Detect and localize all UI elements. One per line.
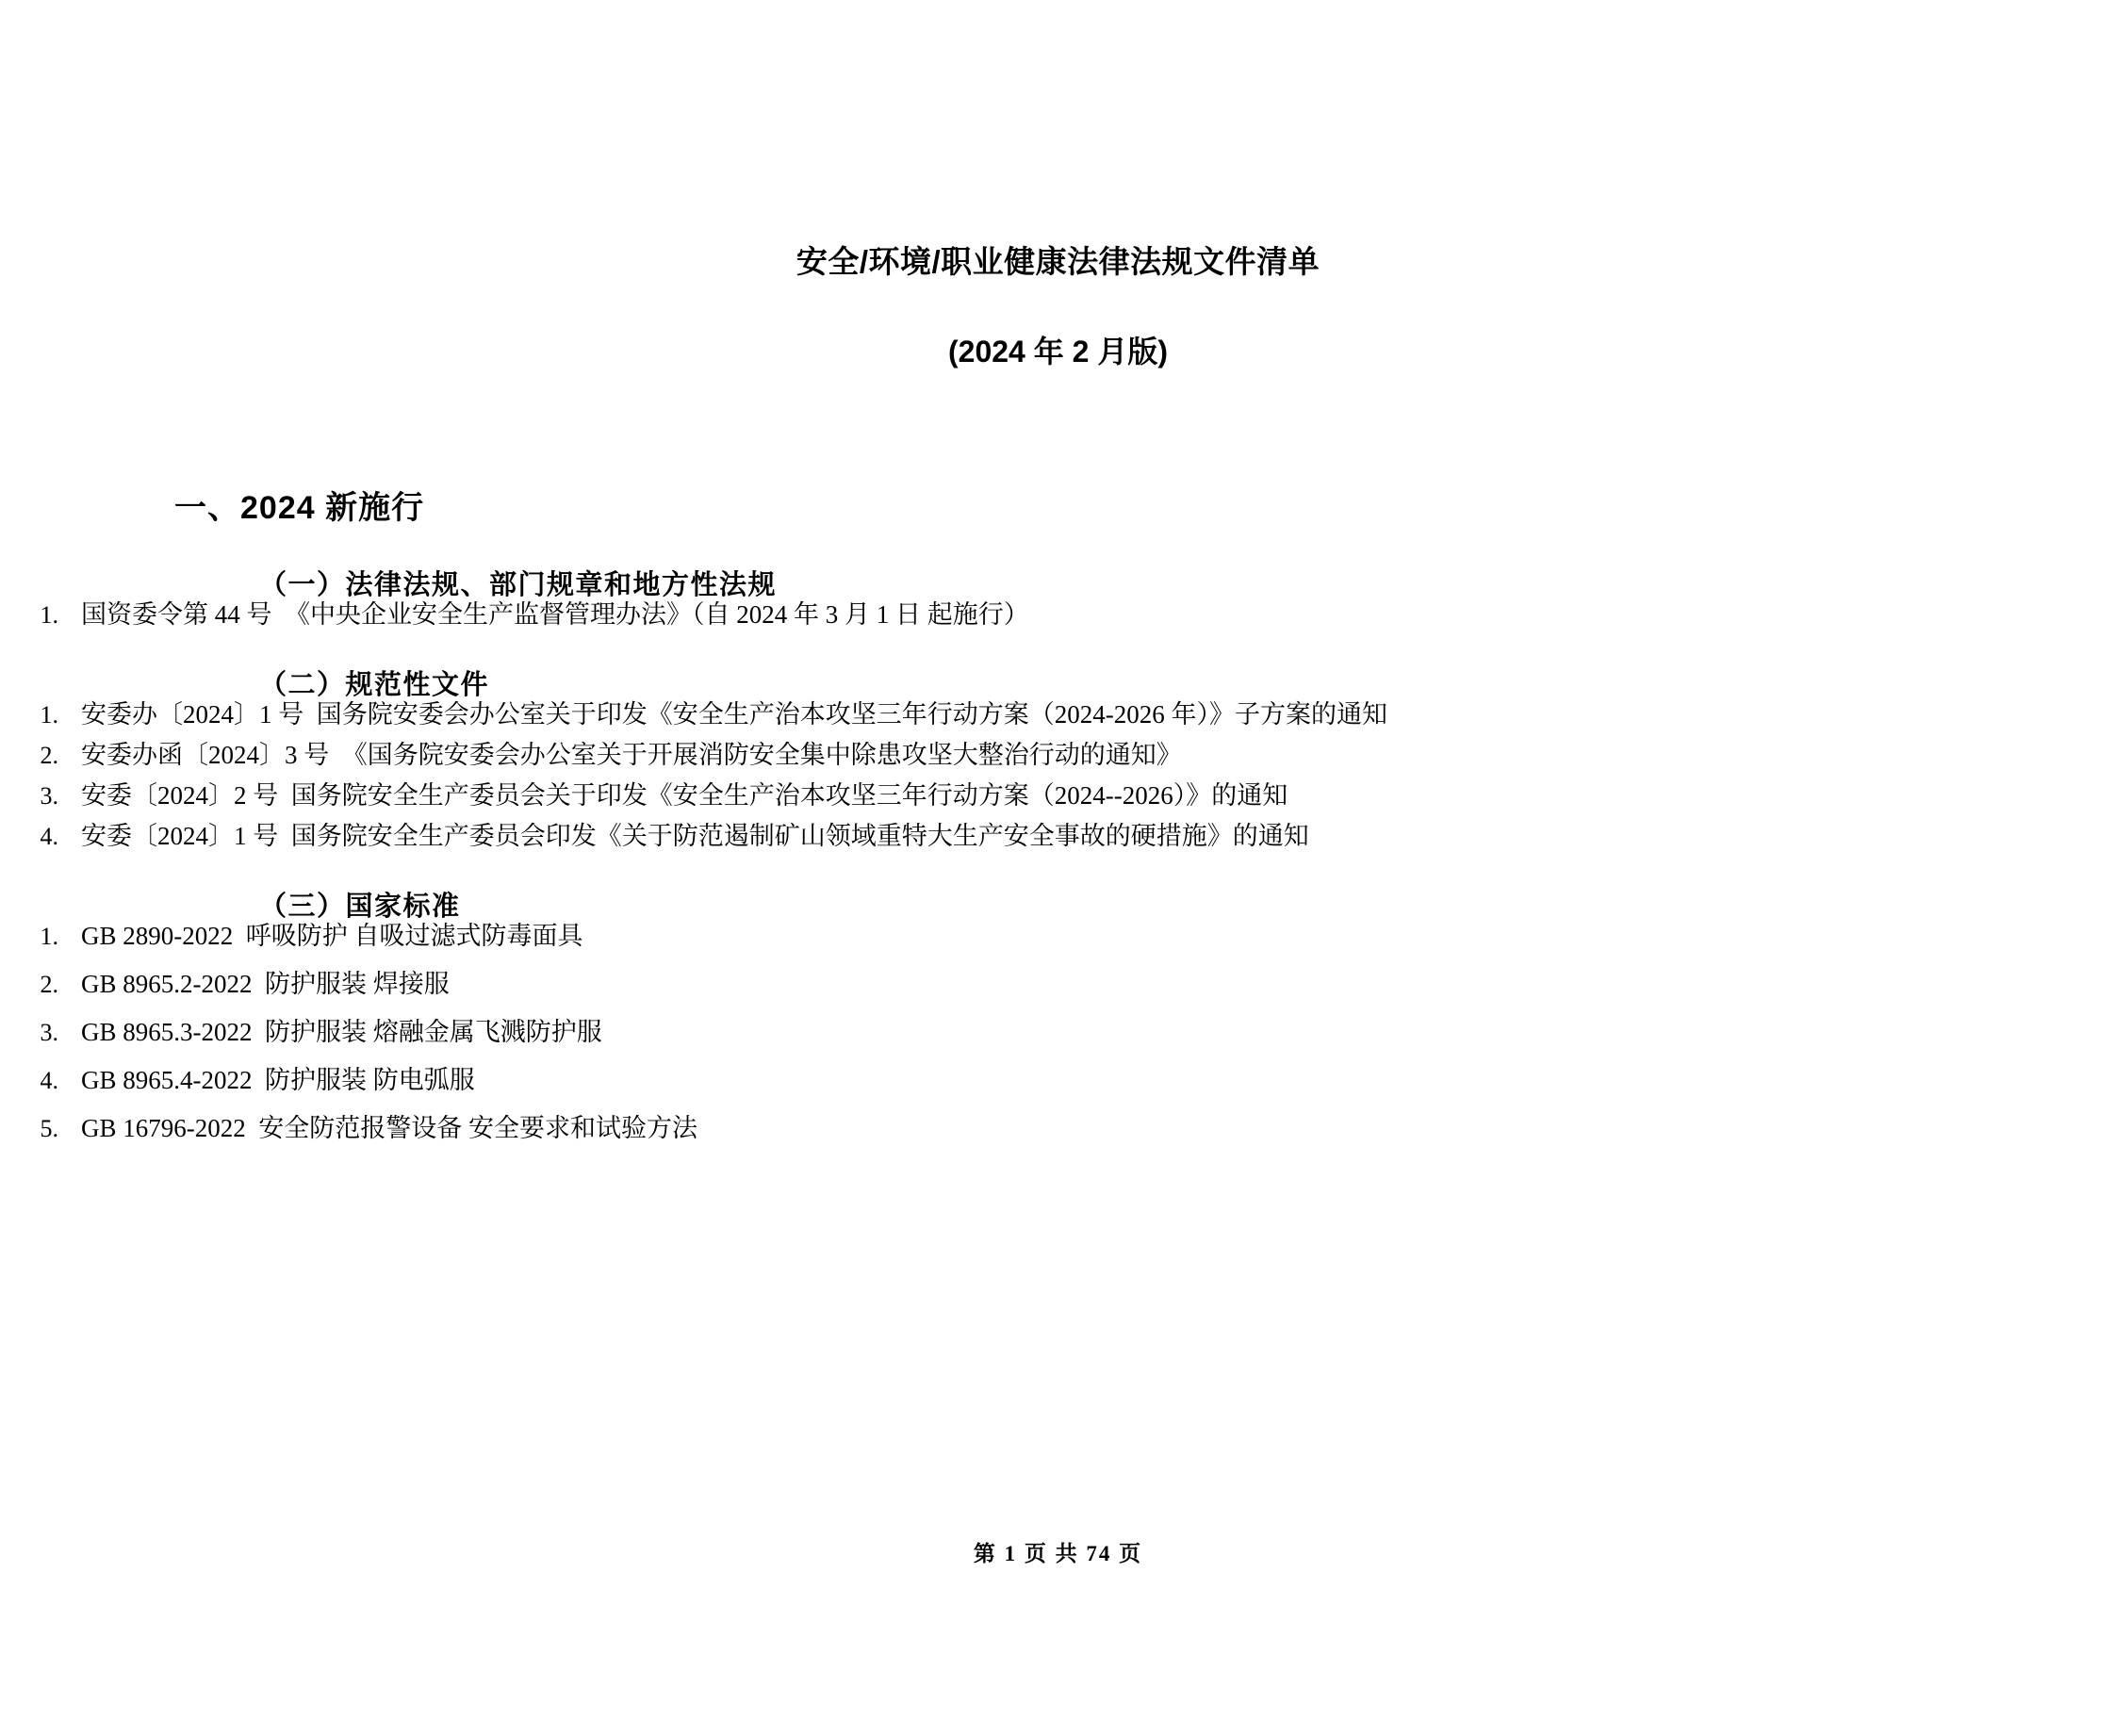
list-item-number: 2. [40, 970, 58, 998]
list-national-standards [0, 921, 2116, 1142]
list-item-number: 4. [40, 1066, 58, 1094]
list-item [0, 821, 2116, 850]
list-item-text: 安委〔2024〕2 号 国务院安全生产委员会关于印发《安全生产治本攻坚三年行动方案（2024--2026）》的通知 [81, 780, 1288, 810]
list-item [0, 780, 2116, 810]
list-item-number: 1. [40, 700, 58, 729]
list-item-text: GB 2890-2022 呼吸防护 自吸过滤式防毒面具 [81, 921, 583, 950]
list-item [0, 1017, 2116, 1046]
list-item-number: 5. [40, 1114, 58, 1142]
page-footer: 第 1 页 共 74 页 [973, 1542, 1143, 1565]
subsection-heading-laws: （一）法律法规、部门规章和地方性法规 [259, 569, 778, 600]
document-page [0, 240, 2116, 1736]
subsection-heading-national-standards: （三）国家标准 [259, 891, 461, 922]
list-item [0, 740, 2116, 769]
list-item-text: 安委〔2024〕1 号 国务院安全生产委员会印发《关于防范遏制矿山领域重特大生产安全事故的硬措施》的通知 [81, 821, 1309, 850]
list-item-text: GB 16796-2022 安全防范报警设备 安全要求和试验方法 [81, 1113, 697, 1142]
list-item-text: GB 8965.3-2022 防护服装 熔融金属飞溅防护服 [81, 1017, 602, 1046]
list-normative-documents [0, 699, 2116, 850]
list-item [0, 921, 2116, 950]
list-item-number: 4. [40, 822, 58, 850]
list-item-number: 3. [40, 1018, 58, 1046]
list-item-text: 安委办函〔2024〕3 号 《国务院安委会办公室关于开展消防安全集中除患攻坚大整治行动的通知》 [81, 740, 1182, 769]
list-item [0, 699, 2116, 729]
subsection-heading-normative: （二）规范性文件 [259, 669, 490, 700]
list-item-number: 2. [40, 741, 58, 769]
list-laws [0, 599, 2116, 629]
list-item [0, 1113, 2116, 1142]
list-item-number: 3. [40, 781, 58, 810]
list-item [0, 599, 2116, 629]
document-subtitle: (2024 年 2 月版) [948, 335, 1168, 369]
list-item-text: GB 8965.4-2022 防护服装 防电弧服 [81, 1065, 475, 1094]
list-item-number: 1. [40, 600, 58, 629]
list-item-text: 国资委令第 44 号 《中央企业安全生产监督管理办法》（自 2024 年 3 月 1 日 起施行） [81, 599, 1029, 629]
list-item-text: GB 8965.2-2022 防护服装 焊接服 [81, 969, 450, 998]
list-item [0, 1065, 2116, 1094]
list-item-text: 安委办〔2024〕1 号 国务院安委会办公室关于印发《安全生产治本攻坚三年行动方案（2024-2026 年）》子方案的通知 [81, 699, 1387, 729]
list-item [0, 969, 2116, 998]
list-item-number: 1. [40, 922, 58, 950]
document-title: 安全/环境/职业健康法律法规文件清单 [796, 244, 1320, 279]
section-heading-1: 一、2024 新施行 [174, 489, 425, 526]
